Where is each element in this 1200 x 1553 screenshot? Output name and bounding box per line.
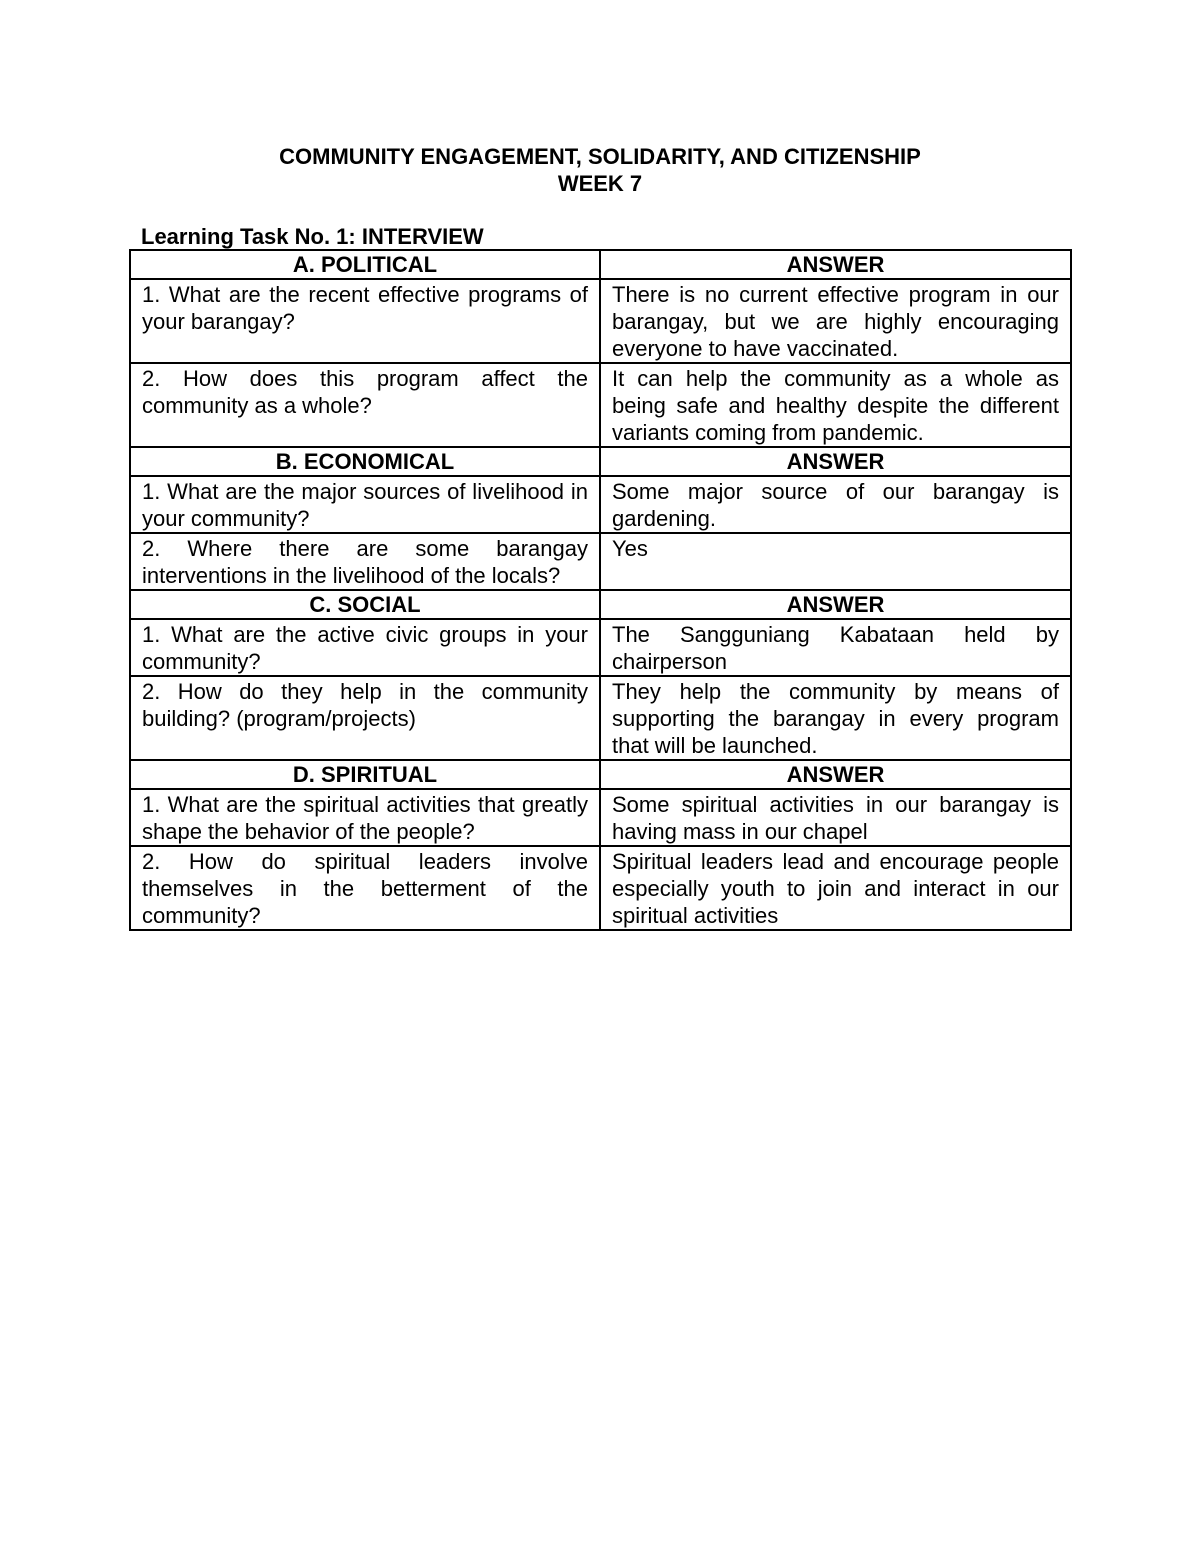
task-heading: Learning Task No. 1: INTERVIEW <box>141 224 484 249</box>
answer-heading: ANSWER <box>600 447 1071 476</box>
table-row <box>130 533 1071 590</box>
document-title <box>0 143 1200 197</box>
answer-cell: It can help the community as a whole as being safe and healthy despite the different variants coming from pandemic. <box>600 363 1071 447</box>
answer-heading: ANSWER <box>600 250 1071 279</box>
answer-cell: They help the community by means of supporting the barangay in every program that will be launched. <box>600 676 1071 760</box>
question-cell: 2. How does this program affect the community as a whole? <box>130 363 600 447</box>
answer-cell: Spiritual leaders lead and encourage people especially youth to join and interact in our spiritual activities <box>600 846 1071 930</box>
question-cell: 2. How do spiritual leaders involve themselves in the betterment of the community? <box>130 846 600 930</box>
table-row <box>130 676 1071 760</box>
section-heading: C. SOCIAL <box>130 590 600 619</box>
question-cell: 1. What are the major sources of livelihood in your community? <box>130 476 600 533</box>
answer-cell: There is no current effective program in our barangay, but we are highly encouraging everyone to have vaccinated. <box>600 279 1071 363</box>
interview-table <box>129 249 1072 931</box>
title-line-course: COMMUNITY ENGAGEMENT, SOLIDARITY, AND CITIZENSHIP <box>279 144 921 169</box>
table-row <box>130 363 1071 447</box>
question-cell: 1. What are the active civic groups in your community? <box>130 619 600 676</box>
section-header-row <box>130 250 1071 279</box>
table-row <box>130 789 1071 846</box>
answer-cell: The Sangguniang Kabataan held by chairperson <box>600 619 1071 676</box>
question-cell: 2. How do they help in the community building? (program/projects) <box>130 676 600 760</box>
answer-heading: ANSWER <box>600 760 1071 789</box>
title-line-week: WEEK 7 <box>557 171 643 196</box>
question-cell: 2. Where there are some barangay interventions in the livelihood of the locals? <box>130 533 600 590</box>
section-header-row <box>130 447 1071 476</box>
section-heading: D. SPIRITUAL <box>130 760 600 789</box>
section-heading: B. ECONOMICAL <box>130 447 600 476</box>
question-cell: 1. What are the recent effective programs of your barangay? <box>130 279 600 363</box>
section-heading: A. POLITICAL <box>130 250 600 279</box>
table-row <box>130 619 1071 676</box>
question-cell: 1. What are the spiritual activities that greatly shape the behavior of the people? <box>130 789 600 846</box>
answer-cell: Yes <box>600 533 1071 590</box>
table-row <box>130 279 1071 363</box>
table-row <box>130 846 1071 930</box>
table-row <box>130 476 1071 533</box>
section-header-row <box>130 760 1071 789</box>
answer-cell: Some major source of our barangay is gardening. <box>600 476 1071 533</box>
section-header-row <box>130 590 1071 619</box>
answer-cell: Some spiritual activities in our barangay is having mass in our chapel <box>600 789 1071 846</box>
answer-heading: ANSWER <box>600 590 1071 619</box>
